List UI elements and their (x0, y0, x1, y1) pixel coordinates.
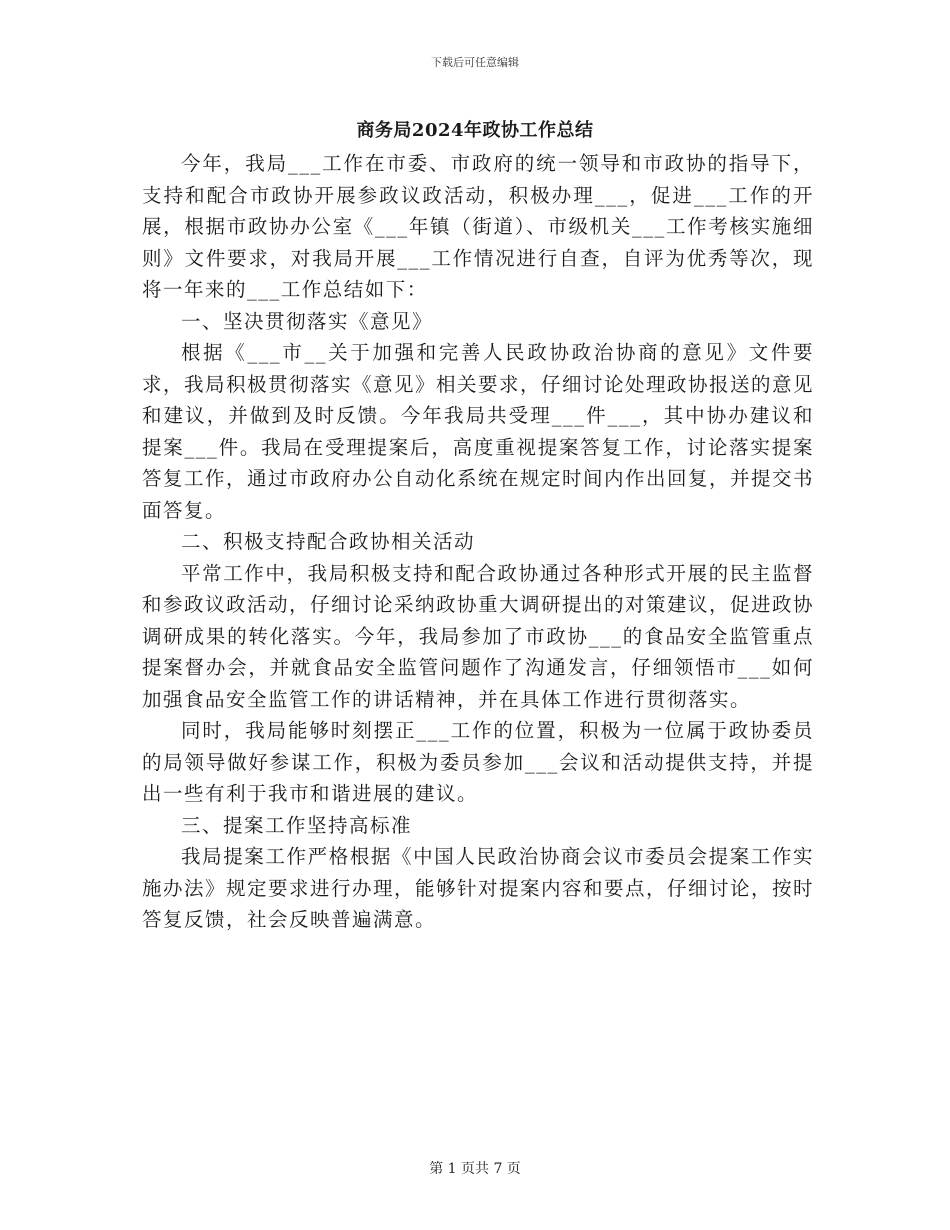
paragraph-section-3: 我局提案工作严格根据《中国人民政治协商会议市委员会提案工作实施办法》规定要求进行办理，能够针对提案内容和要点，仔细讨论，按时答复反馈，社会反映普遍满意。 (142, 845, 815, 931)
document-title: 商务局2024年政协工作总结 (356, 120, 594, 141)
section-heading-1: 一、坚决贯彻落实《意见》 (181, 309, 434, 333)
page-footer: 第 1 页共 7 页 (429, 1161, 521, 1177)
paragraph-section-2b: 同时，我局能够时刻摆正___工作的位置，积极为一位属于政协委员的局领导做好参谋工作，积极为委员参加___会议和活动提供支持，并提出一些有利于我市和谐进展的建议。 (142, 719, 814, 805)
paragraph-section-2a: 平常工作中，我局积极支持和配合政协通过各种形式开展的民主监督和参政议政活动，仔细讨论采纳政协重大调研提出的对策建议，促进政协调研成果的转化落实。今年，我局参加了市政协___的食品安全监管重点提案督办会，并就食品安全监管问题作了沟通发言，仔细领悟市___如何加强食品安全监管工作的讲话精神，并在具体工作进行贯彻落实。 (142, 561, 815, 711)
document-body (142, 148, 814, 936)
header-note: 下载后可任意编辑 (431, 56, 519, 69)
paragraph-intro: 今年，我局___工作在市委、市政府的统一领导和市政协的指导下，支持和配合市政协开展参政议政活动，积极办理___，促进___工作的开展，根据市政协办公室《___年镇（街道）、市级机关___工作考核实施细则》文件要求，对我局开展___工作情况进行自查，自评为优秀等次，现将一年来的___工作总结如下： (142, 152, 814, 301)
paragraph-section-1: 根据《___市__关于加强和完善人民政协政治协商的意见》文件要求，我局积极贯彻落实《意见》相关要求，仔细讨论处理政协报送的意见和建议，并做到及时反馈。今年我局共受理___件___，其中协办建议和提案___件。我局在受理提案后，高度重视提案答复工作，讨论落实提案答复工作，通过市政府办公自动化系统在规定时间内作出回复，并提交书面答复。 (142, 341, 815, 522)
section-heading-2: 二、积极支持配合政协相关活动 (181, 530, 476, 553)
section-heading-3: 三、提案工作坚持高标准 (181, 813, 413, 837)
